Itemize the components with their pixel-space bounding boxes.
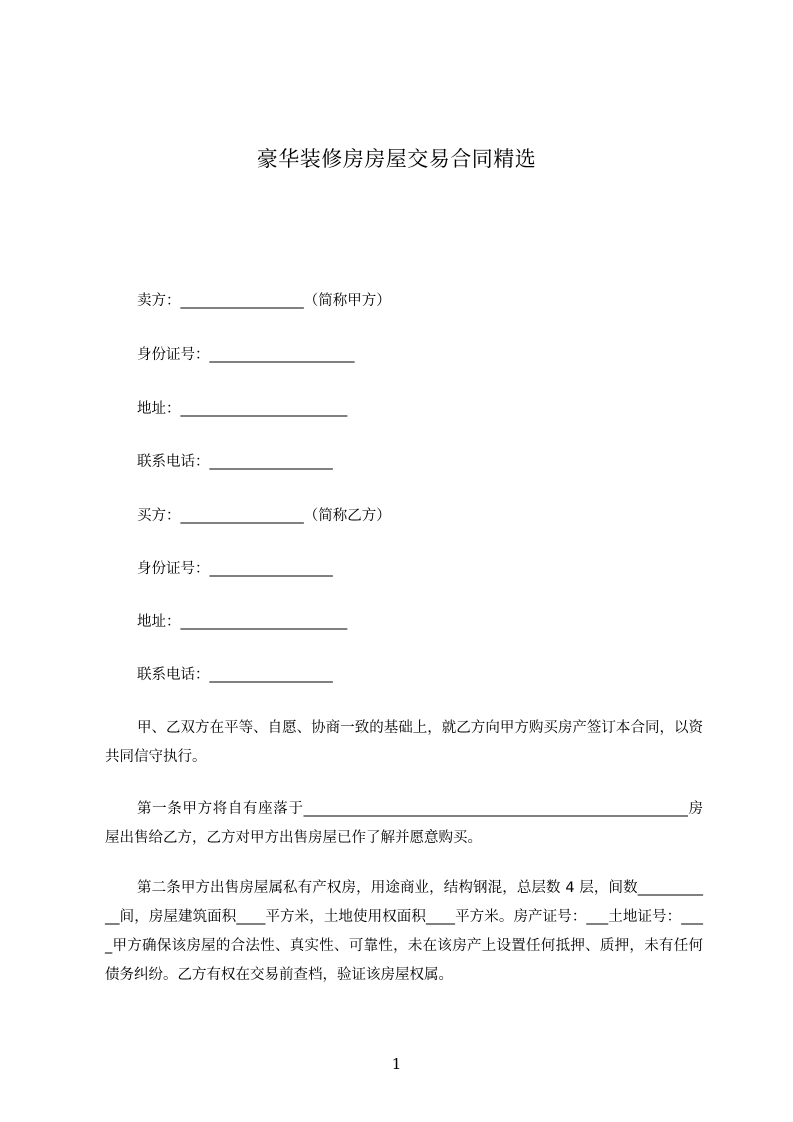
article-1-paragraph (105, 795, 703, 853)
page-number: 1 (391, 1055, 402, 1073)
intro-paragraph-text: 甲、乙双方在平等、自愿、协商一致的基础上，就乙方向甲方购买房产签订本合同，以资共同信守执行。 (105, 720, 703, 765)
buyer-phone-field: 联系电话：_________________ (137, 667, 333, 683)
article-2-text: 第二条甲方出售房屋属私有产权房，用途商业，结构钢混，总层数 4 层，间数___________间，房屋建筑面积____平方米，土地使用权面积____平方米。房产证号：___土地证号：____甲方确保该房屋的合法性、真实性、可靠性，未在该房产上设置任何抵押、质押，未有任何债务纠纷。乙方有权在交易前查档，验证该房屋权属。 (105, 880, 703, 983)
article-2-paragraph (105, 874, 703, 990)
seller-id-field: 身份证号：____________________ (137, 347, 355, 363)
seller-address-field: 地址：_______________________ (137, 401, 348, 417)
buyer-address-field: 地址：_______________________ (137, 614, 348, 630)
seller-phone-field: 联系电话：_________________ (137, 454, 333, 470)
buyer-name-field: 买方：_________________（简称乙方） (137, 508, 391, 524)
document-title: 豪华装修房房屋交易合同精选 (256, 147, 537, 171)
article-1-text: 第一条甲方将自有座落于_____________________________________________________房屋出售给乙方，乙方对甲方出售房屋已作了解并愿意购买。 (105, 801, 703, 846)
buyer-id-field: 身份证号：_________________ (137, 561, 333, 577)
intro-paragraph (105, 714, 703, 772)
seller-name-field: 卖方：_________________（简称甲方） (137, 293, 391, 309)
